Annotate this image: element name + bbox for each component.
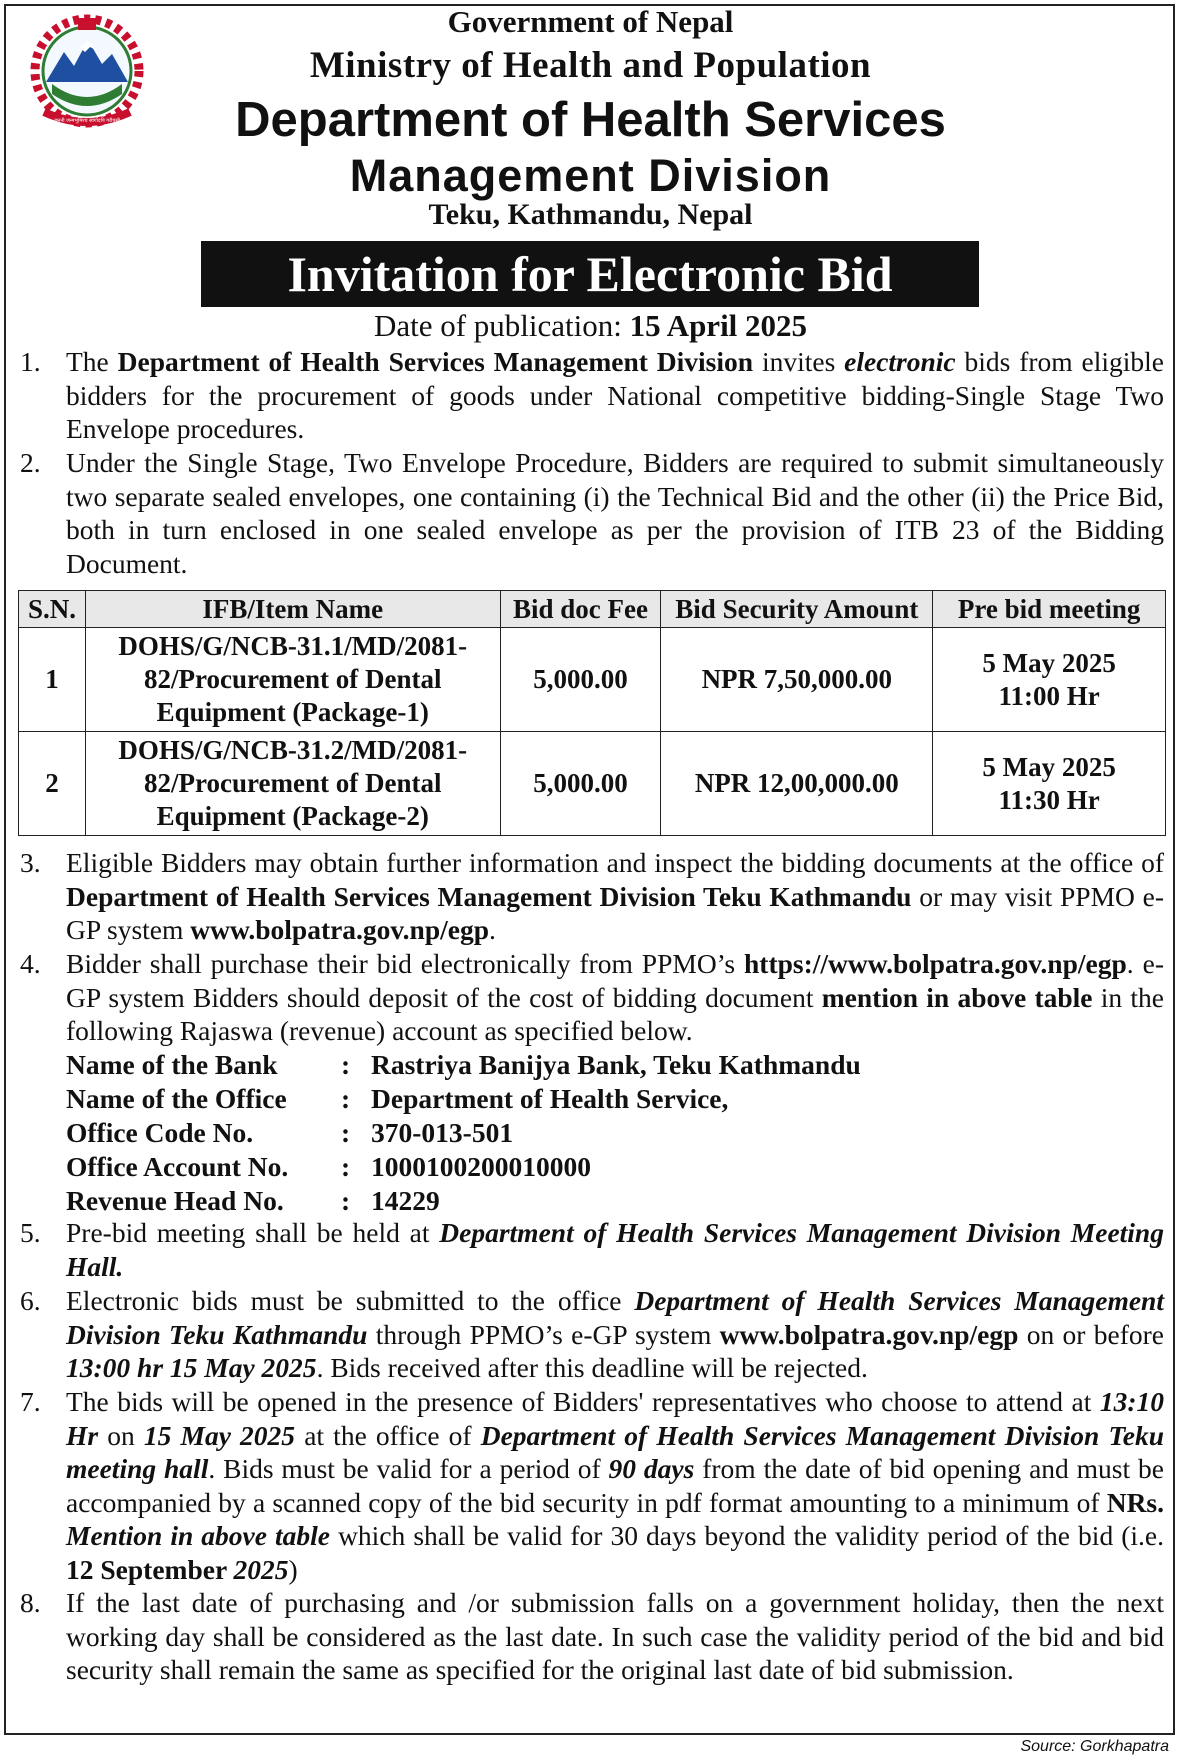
publication-date <box>0 308 1181 344</box>
col-security: Bid Security Amount <box>661 591 933 628</box>
emblem-motto: जननी जन्मभूमिश्च स्वर्गादपि गरीयसी <box>53 118 121 124</box>
col-sn: S.N. <box>19 591 86 628</box>
cell-sn: 2 <box>19 732 86 836</box>
cell-fee: 5,000.00 <box>500 732 661 836</box>
publication-label: Date of publication: <box>373 308 622 343</box>
cell-security: NPR 7,50,000.00 <box>661 628 933 732</box>
cell-item: DOHS/G/NCB-31.2/MD/2081-82/Procurement of Dental Equipment (Package-2) <box>85 732 500 836</box>
col-meeting: Pre bid meeting <box>933 591 1166 628</box>
clause-number: 1. <box>20 346 41 377</box>
table-row <box>19 732 1166 836</box>
cell-item: DOHS/G/NCB-31.1/MD/2081-82/Procurement of Dental Equipment (Package-1) <box>85 628 500 732</box>
table-header-row <box>19 591 1166 628</box>
ministry-title: Ministry of Health and Population <box>309 45 872 86</box>
cell-meeting: 5 May 2025 11:30 Hr <box>933 732 1166 836</box>
division-title: Management Division <box>349 150 832 201</box>
cell-security: NPR 12,00,000.00 <box>661 732 933 836</box>
location-line: Teku, Kathmandu, Nepal <box>428 198 753 231</box>
government-title: Government of Nepal <box>447 4 734 39</box>
clause-number: 4. <box>20 948 41 979</box>
notice-banner: Invitation for Electronic Bid <box>201 241 979 307</box>
cell-sn: 1 <box>19 628 86 732</box>
source-credit: Source: Gorkhapatra <box>1020 1738 1169 1755</box>
bid-table <box>18 590 1166 836</box>
clause-2: 2. Under the Single Stage, Two Envelope Procedure, Bidders are required to submit simultaneously two separate sealed envelopes, one containing (i) the Technical Bid and the other (ii) the Price Bid, both in turn enclosed in one sealed envelope as per the provision of ITB 23 of the Bidding Document. <box>20 447 1164 579</box>
clause-5: 5. Pre-bid meeting shall be held at Department of Health Services Management Division Meeting Hall. <box>20 1217 1164 1282</box>
cell-meeting: 5 May 2025 11:00 Hr <box>933 628 1166 732</box>
clause-1: 1. The Department of Health Services Management Division invites electronic bids from eligible bidders for the procurement of goods under National competitive bidding-Single Stage Two Envelope procedures. <box>20 346 1164 444</box>
clause-number: 5. <box>20 1217 41 1248</box>
clause-number: 7. <box>20 1386 41 1417</box>
clause-6: 6. Electronic bids must be submitted to the office Department of Health Services Management Division Teku Kathmandu through PPMO’s e-GP system www.bolpatra.gov.np/egp on or before 13:00 hr 15 May 2025. Bids received after this deadline will be rejected. <box>20 1285 1165 1383</box>
table-row <box>19 628 1166 732</box>
clause-3: 3. Eligible Bidders may obtain further information and inspect the bidding documents at the office of Department of Health Services Management Division Teku Kathmandu or may visit PPMO e-GP system www.bolpatra.gov.np/egp. <box>20 847 1165 945</box>
clause-8: 8. If the last date of purchasing and /or submission falls on a government holiday, then the next working day shall be considered as the last date. In such case the validity period of the bid and bid security shall remain the same as specified for the original last date of bid submission. <box>20 1587 1164 1685</box>
clause-number: 8. <box>20 1587 41 1618</box>
clause-number: 6. <box>20 1285 41 1316</box>
clause-number: 3. <box>20 847 41 878</box>
cell-fee: 5,000.00 <box>500 628 661 732</box>
col-item: IFB/Item Name <box>85 591 500 628</box>
col-fee: Bid doc Fee <box>500 591 661 628</box>
clause-4: 4. Bidder shall purchase their bid electronically from PPMO’s https://www.bolpatra.gov.np/egp. e-GP system Bidders should deposit of the cost of bidding document mention in above table in the following Rajaswa (revenue) account as specified below. <box>20 948 1164 1046</box>
clause-7: 7. The bids will be opened in the presence of Bidders' representatives who choose to attend at 13:10 Hr on 15 May 2025 at the office of Department of Health Services Management Division Teku meeting hall. Bids must be valid for a period of 90 days from the date of bid opening and must be accompanied by a scanned copy of the bid security in pdf format amounting to a minimum of NRs. Mention in above table which shall be valid for 30 days beyond the validity period of the bid (i.e. 12 September 2025) <box>20 1386 1164 1585</box>
clause-number: 2. <box>20 447 41 478</box>
department-title: Department of Health Services <box>235 93 946 147</box>
publication-date-value: 15 April 2025 <box>629 308 808 343</box>
